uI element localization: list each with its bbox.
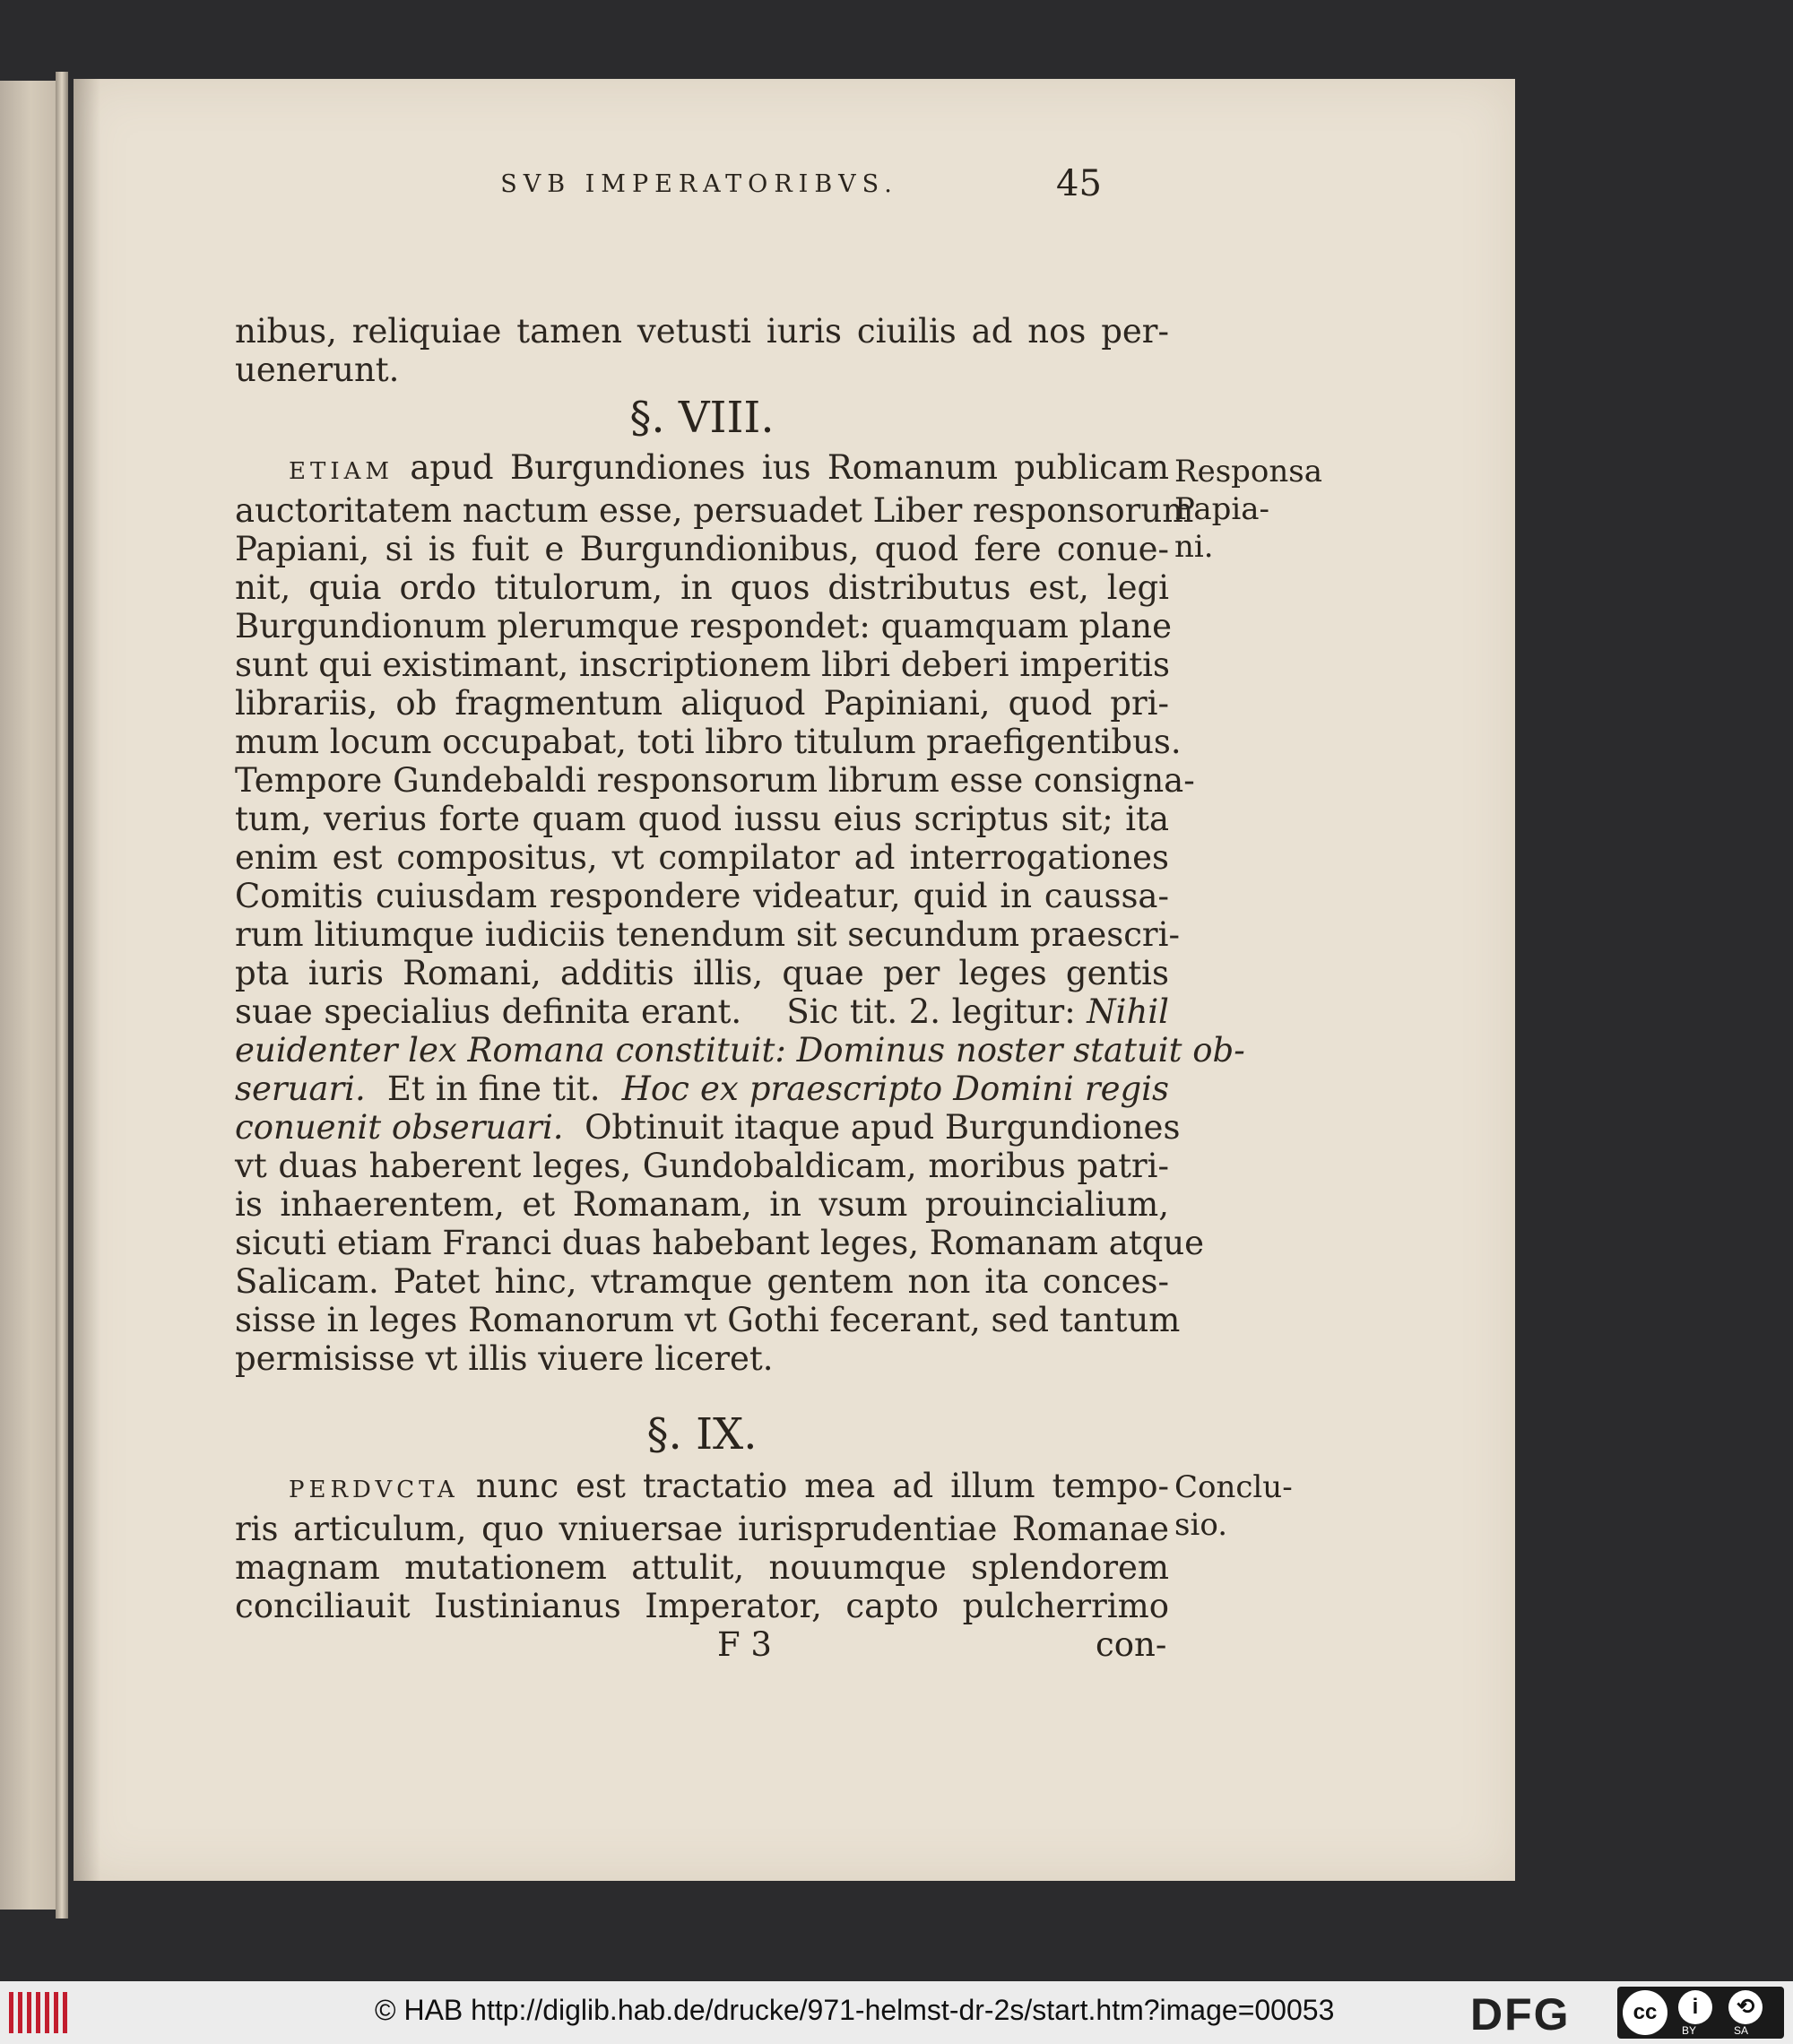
page-number: 45 [1056, 163, 1102, 204]
catchword: con- [1096, 1625, 1167, 1664]
text-line: tum, verius forte quam quod iussu eius scriptus sit; ita [235, 800, 1169, 838]
running-head: SVB IMPERATORIBVS. [500, 170, 898, 198]
margin-note-line: Responsa [1174, 454, 1323, 489]
italic-quote: seruari. [235, 1070, 366, 1108]
margin-note-line: sio. [1174, 1507, 1228, 1543]
margin-note-conclusio [1174, 1468, 1293, 1544]
text-span: nunc est tractatio mea ad illum tempo- [458, 1467, 1169, 1505]
dfg-logo[interactable]: DFG [1470, 1989, 1571, 2040]
margin-note-responsa [1174, 453, 1322, 566]
incipit-small-caps: PERDVCTA [289, 1477, 459, 1503]
text-line: pta iuris Romani, additis illis, quae per leges gentis [235, 954, 1169, 992]
text-span: suae specialius definita erant. Sic tit. 2. legitur: [235, 992, 1087, 1031]
copyright-link[interactable]: © HAB http://diglib.hab.de/drucke/971-helmst-dr-2s/start.htm?image=00053 [375, 1994, 1335, 2026]
text-line [235, 1108, 1181, 1147]
text-line: auctoritatem nactum esse, persuadet Liber responsorum [235, 491, 1194, 530]
italic-quote: Nihil [1087, 992, 1169, 1031]
text-line: nit, quia ordo titulorum, in quos distributus est, legi [235, 568, 1169, 607]
text-line [235, 992, 1169, 1031]
text-line [235, 448, 1169, 491]
section-heading-ix: §. IX. [646, 1409, 758, 1459]
section-ix-paragraph [235, 1467, 1169, 1625]
text-line: is inhaerentem, et Romanam, in vsum prouincialium, [235, 1185, 1169, 1224]
intro-paragraph [235, 312, 1169, 389]
sa-label: SA [1734, 2024, 1749, 2037]
margin-note-line: Conclu- [1174, 1469, 1293, 1505]
text-span: Et in fine tit. [365, 1070, 622, 1108]
text-line: vt duas haberent leges, Gundobaldicam, moribus patri- [235, 1147, 1169, 1185]
text-line: sicuti etiam Franci duas habebant leges, Romanam atque [235, 1224, 1205, 1262]
attribution-icon: i [1678, 1990, 1712, 2024]
text-line: librariis, ob fragmentum aliquod Papiniani, quod pri- [235, 684, 1169, 723]
cc-icon: cc [1623, 1990, 1667, 2035]
text-line: ris articulum, quo vniuersae iurisprudentiae Romanae [235, 1510, 1169, 1548]
margin-note-line: ni. [1174, 529, 1214, 565]
signature-mark: F 3 [717, 1625, 772, 1664]
text-line: Burgundionum plerumque respondet: quamquam plane [235, 607, 1172, 645]
page-gutter-shadow [74, 79, 100, 1881]
italic-quote: Hoc ex praescripto Domini regis [621, 1070, 1169, 1108]
text-line: mum locum occupabat, toti libro titulum praefigentibus. [235, 723, 1182, 761]
text-line [235, 1467, 1169, 1510]
viewer-footer-bar [0, 1981, 1793, 2044]
text-line: sunt qui existimant, inscriptionem libri deberi imperitis [235, 645, 1170, 684]
text-line: rum litiumque iudiciis tenendum sit secundum praescri- [235, 915, 1180, 954]
text-span: apud Burgundiones ius Romanum publicam [394, 448, 1169, 487]
text-line: Papiani, si is fuit e Burgundionibus, quod fere conue- [235, 530, 1169, 568]
section-viii-paragraph [235, 448, 1245, 1378]
margin-note-line: Papia- [1174, 491, 1270, 527]
text-line: conciliauit Iustinianus Imperator, capto pulcherrimo [235, 1587, 1169, 1625]
share-alike-icon: ⟲ [1728, 1990, 1763, 2024]
hab-logo-icon[interactable] [9, 1992, 74, 2033]
text-line: Salicam. Patet hinc, vtramque gentem non ita conces- [235, 1262, 1169, 1301]
text-line: permisisse vt illis viuere liceret. [235, 1339, 774, 1378]
incipit-small-caps: ETIAM [289, 458, 394, 485]
text-line: sisse in leges Romanorum vt Gothi fecerant, sed tantum [235, 1301, 1181, 1339]
text-line: magnam mutationem attulit, nouumque splendorem [235, 1548, 1169, 1587]
text-line: Comitis cuiusdam respondere videatur, quid in caussa- [235, 877, 1169, 915]
section-heading-viii: §. VIII. [629, 393, 775, 443]
text-span: Obtinuit itaque apud Burgundiones [563, 1108, 1181, 1147]
text-line [235, 1031, 1245, 1070]
text-line: Tempore Gundebaldi responsorum librum esse consigna- [235, 761, 1195, 800]
text-line: uenerunt. [235, 351, 400, 389]
text-line [235, 1070, 1169, 1108]
book-spine-edge [56, 72, 68, 1918]
text-line: nibus, reliquiae tamen vetusti iuris ciuilis ad nos per- [235, 312, 1169, 351]
italic-quote: conuenit obseruari. [235, 1108, 564, 1147]
text-line: enim est compositus, vt compilator ad interrogationes [235, 838, 1169, 877]
by-label: BY [1682, 2024, 1697, 2037]
italic-quote: euidenter lex Romana constituit: Dominus noster statuit ob- [235, 1031, 1245, 1070]
cc-license-badge[interactable] [1617, 1987, 1784, 2039]
